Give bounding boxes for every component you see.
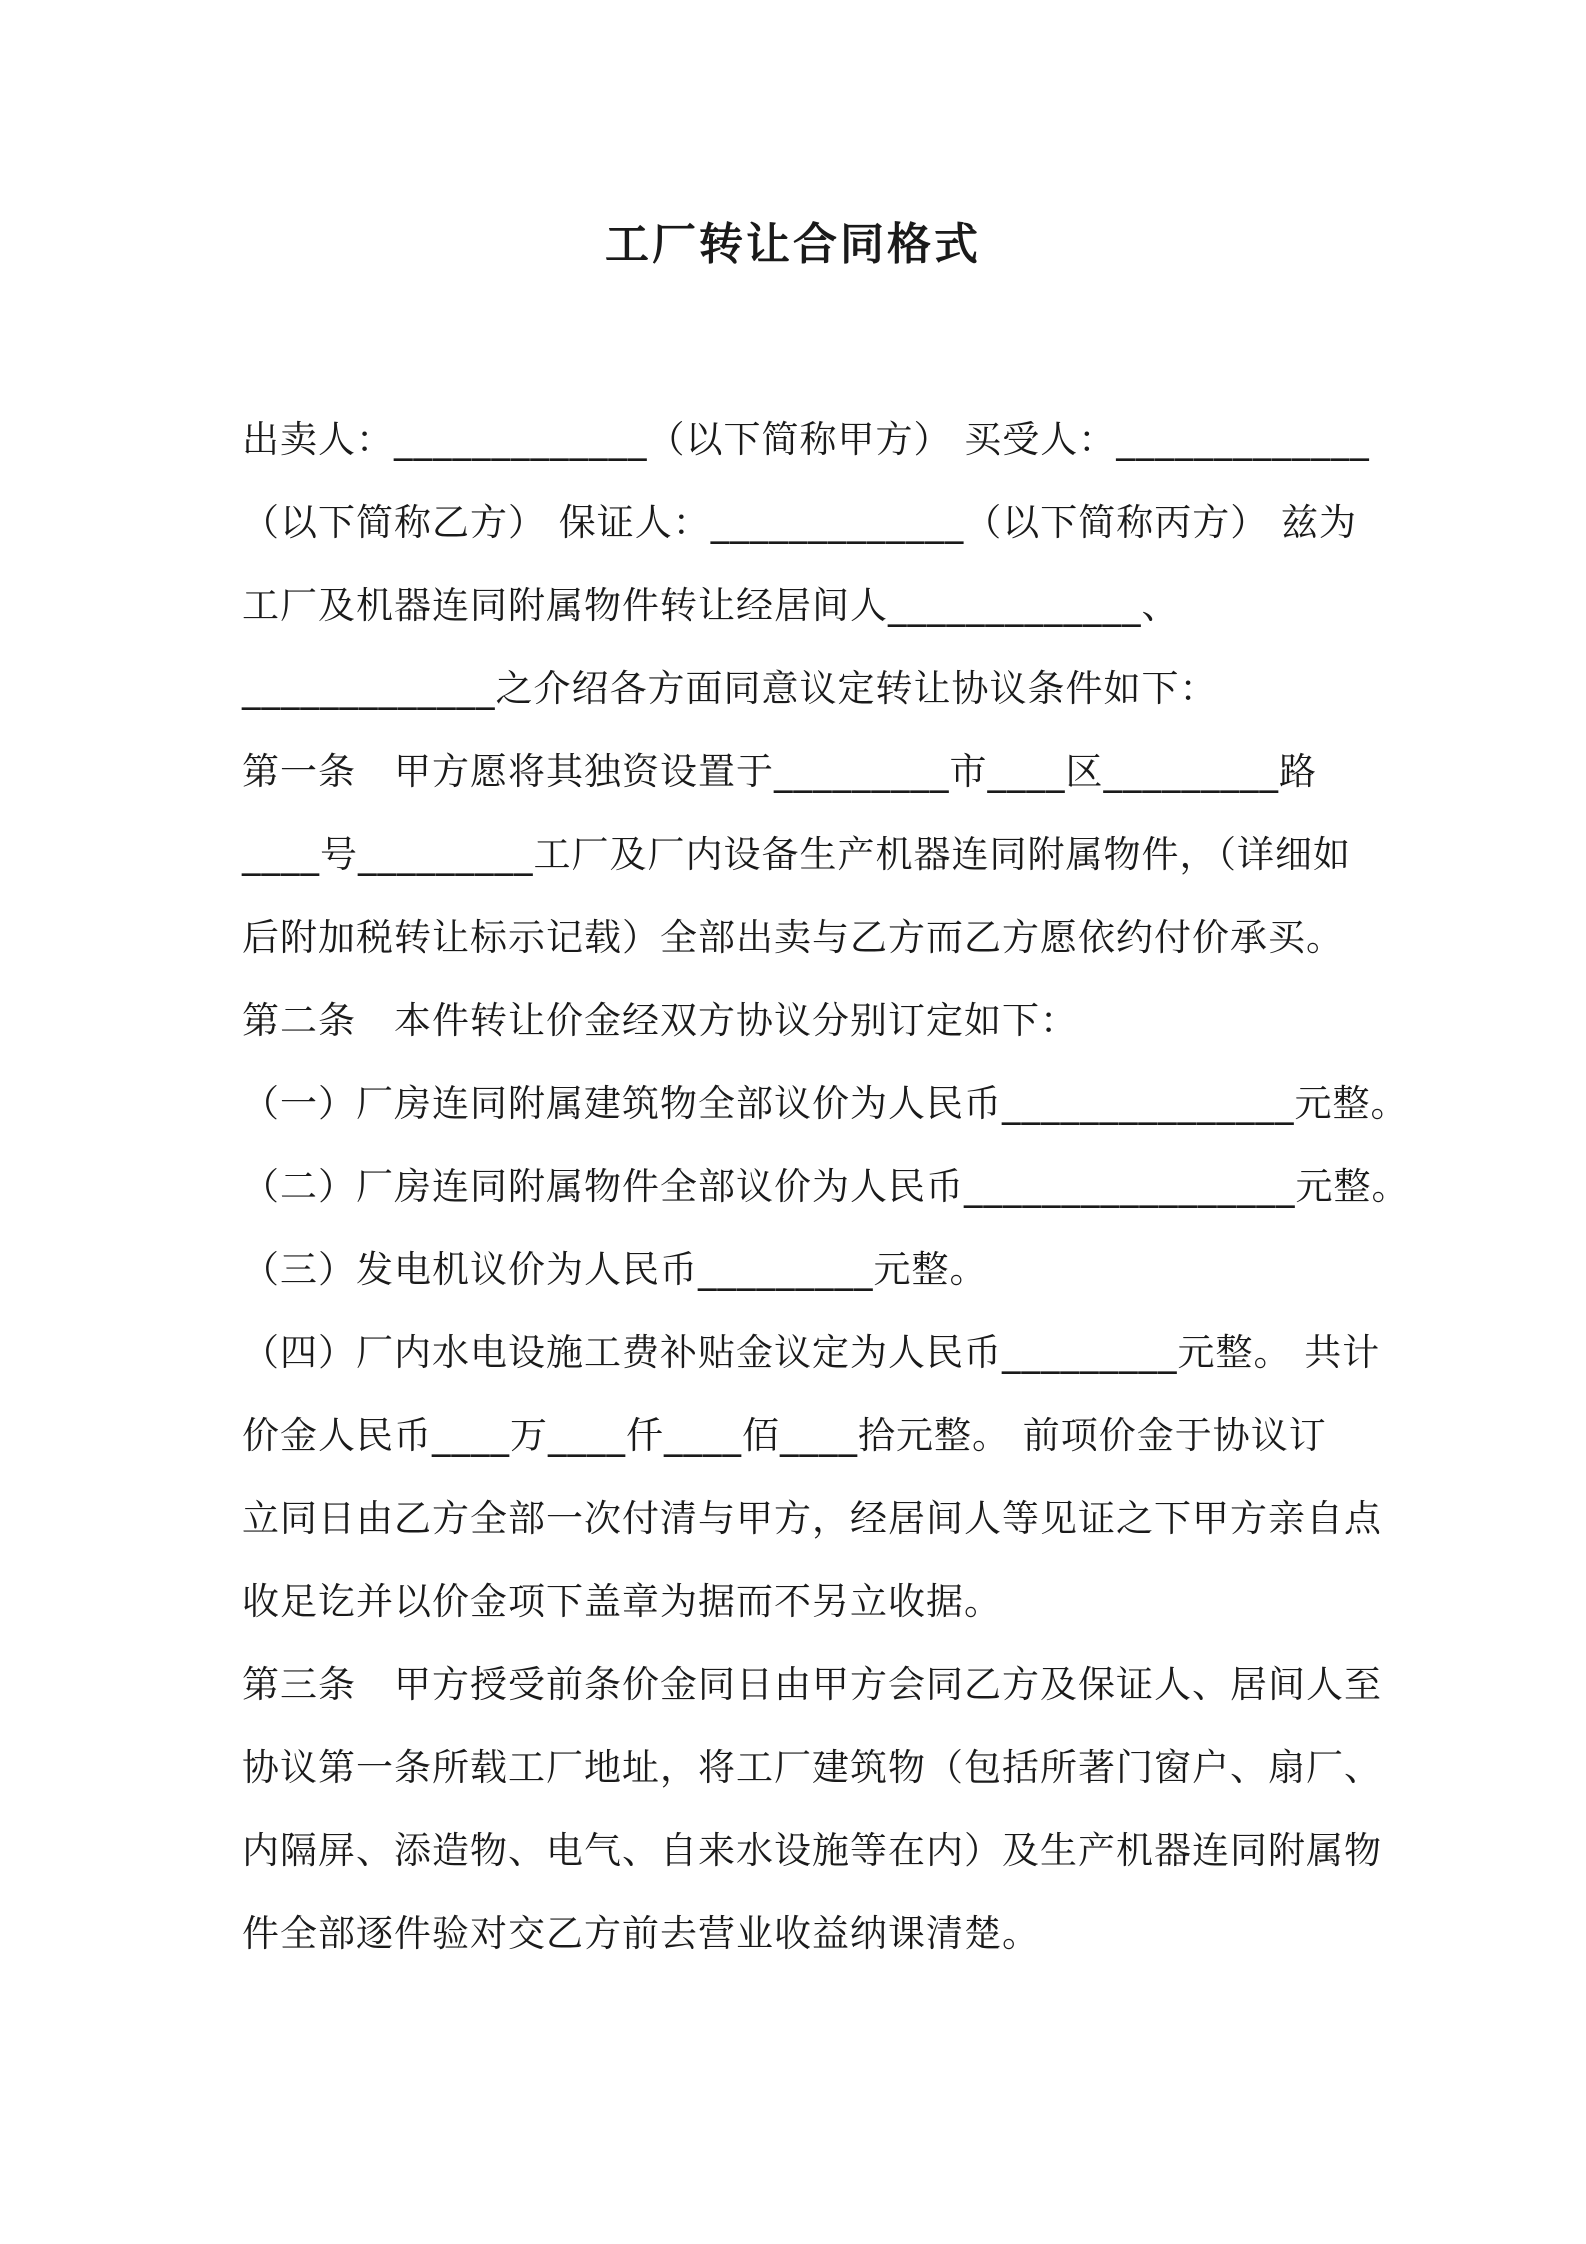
text-line: _____________之介绍各方面同意议定转让协议条件如下： <box>242 667 1218 710</box>
text-line: 立同日由乙方全部一次付清与甲方，经居间人等见证之下甲方亲自点 <box>242 1497 1382 1540</box>
price-item-3: （三）发电机议价为人民币_________元整。 <box>242 1248 988 1291</box>
text-line: 出卖人：_____________（以下简称甲方） 买受人：_____________ <box>242 418 1370 461</box>
text-line: 后附加税转让标示记载）全部出卖与乙方而乙方愿依约付价承买。 <box>242 916 1344 959</box>
text-line: （以下简称乙方） 保证人：_____________（以下简称丙方） 兹为 <box>242 501 1358 544</box>
text-line: 内隔屏、添造物、电气、自来水设施等在内）及生产机器连同附属物 <box>242 1829 1382 1872</box>
text-line: ____号_________工厂及厂内设备生产机器连同附属物件，（详细如 <box>242 833 1351 876</box>
article-2-line: 第二条 本件转让价金经双方协议分别订定如下： <box>242 999 1078 1042</box>
article-3-line: 第三条 甲方授受前条价金同日由甲方会同乙方及保证人、居间人至 <box>242 1663 1382 1706</box>
contract-body <box>242 407 1410 1984</box>
text-line: 工厂及机器连同附属物件转让经居间人_____________、 <box>242 584 1180 627</box>
text-line: 协议第一条所载工厂地址，将工厂建筑物（包括所著门窗户、扇厂、 <box>242 1746 1382 1789</box>
article-1-line: 第一条 甲方愿将其独资设置于_________市____区_________路 <box>242 750 1317 793</box>
text-line: 价金人民币____万____仟____佰____拾元整。 前项价金于协议订 <box>242 1414 1327 1457</box>
price-item-1: （一）厂房连同附属建筑物全部议价为人民币_______________元整。 <box>242 1082 1409 1125</box>
document-title: 工厂转让合同格式 <box>605 219 981 270</box>
price-item-2: （二）厂房连同附属物件全部议价为人民币_________________元整。 <box>242 1165 1410 1208</box>
text-line: 收足讫并以价金项下盖章为据而不另立收据。 <box>242 1580 1002 1623</box>
text-line: 件全部逐件验对交乙方前去营业收益纳课清楚。 <box>242 1912 1040 1955</box>
price-item-4: （四）厂内水电设施工费补贴金议定为人民币_________元整。 共计 <box>242 1331 1381 1374</box>
